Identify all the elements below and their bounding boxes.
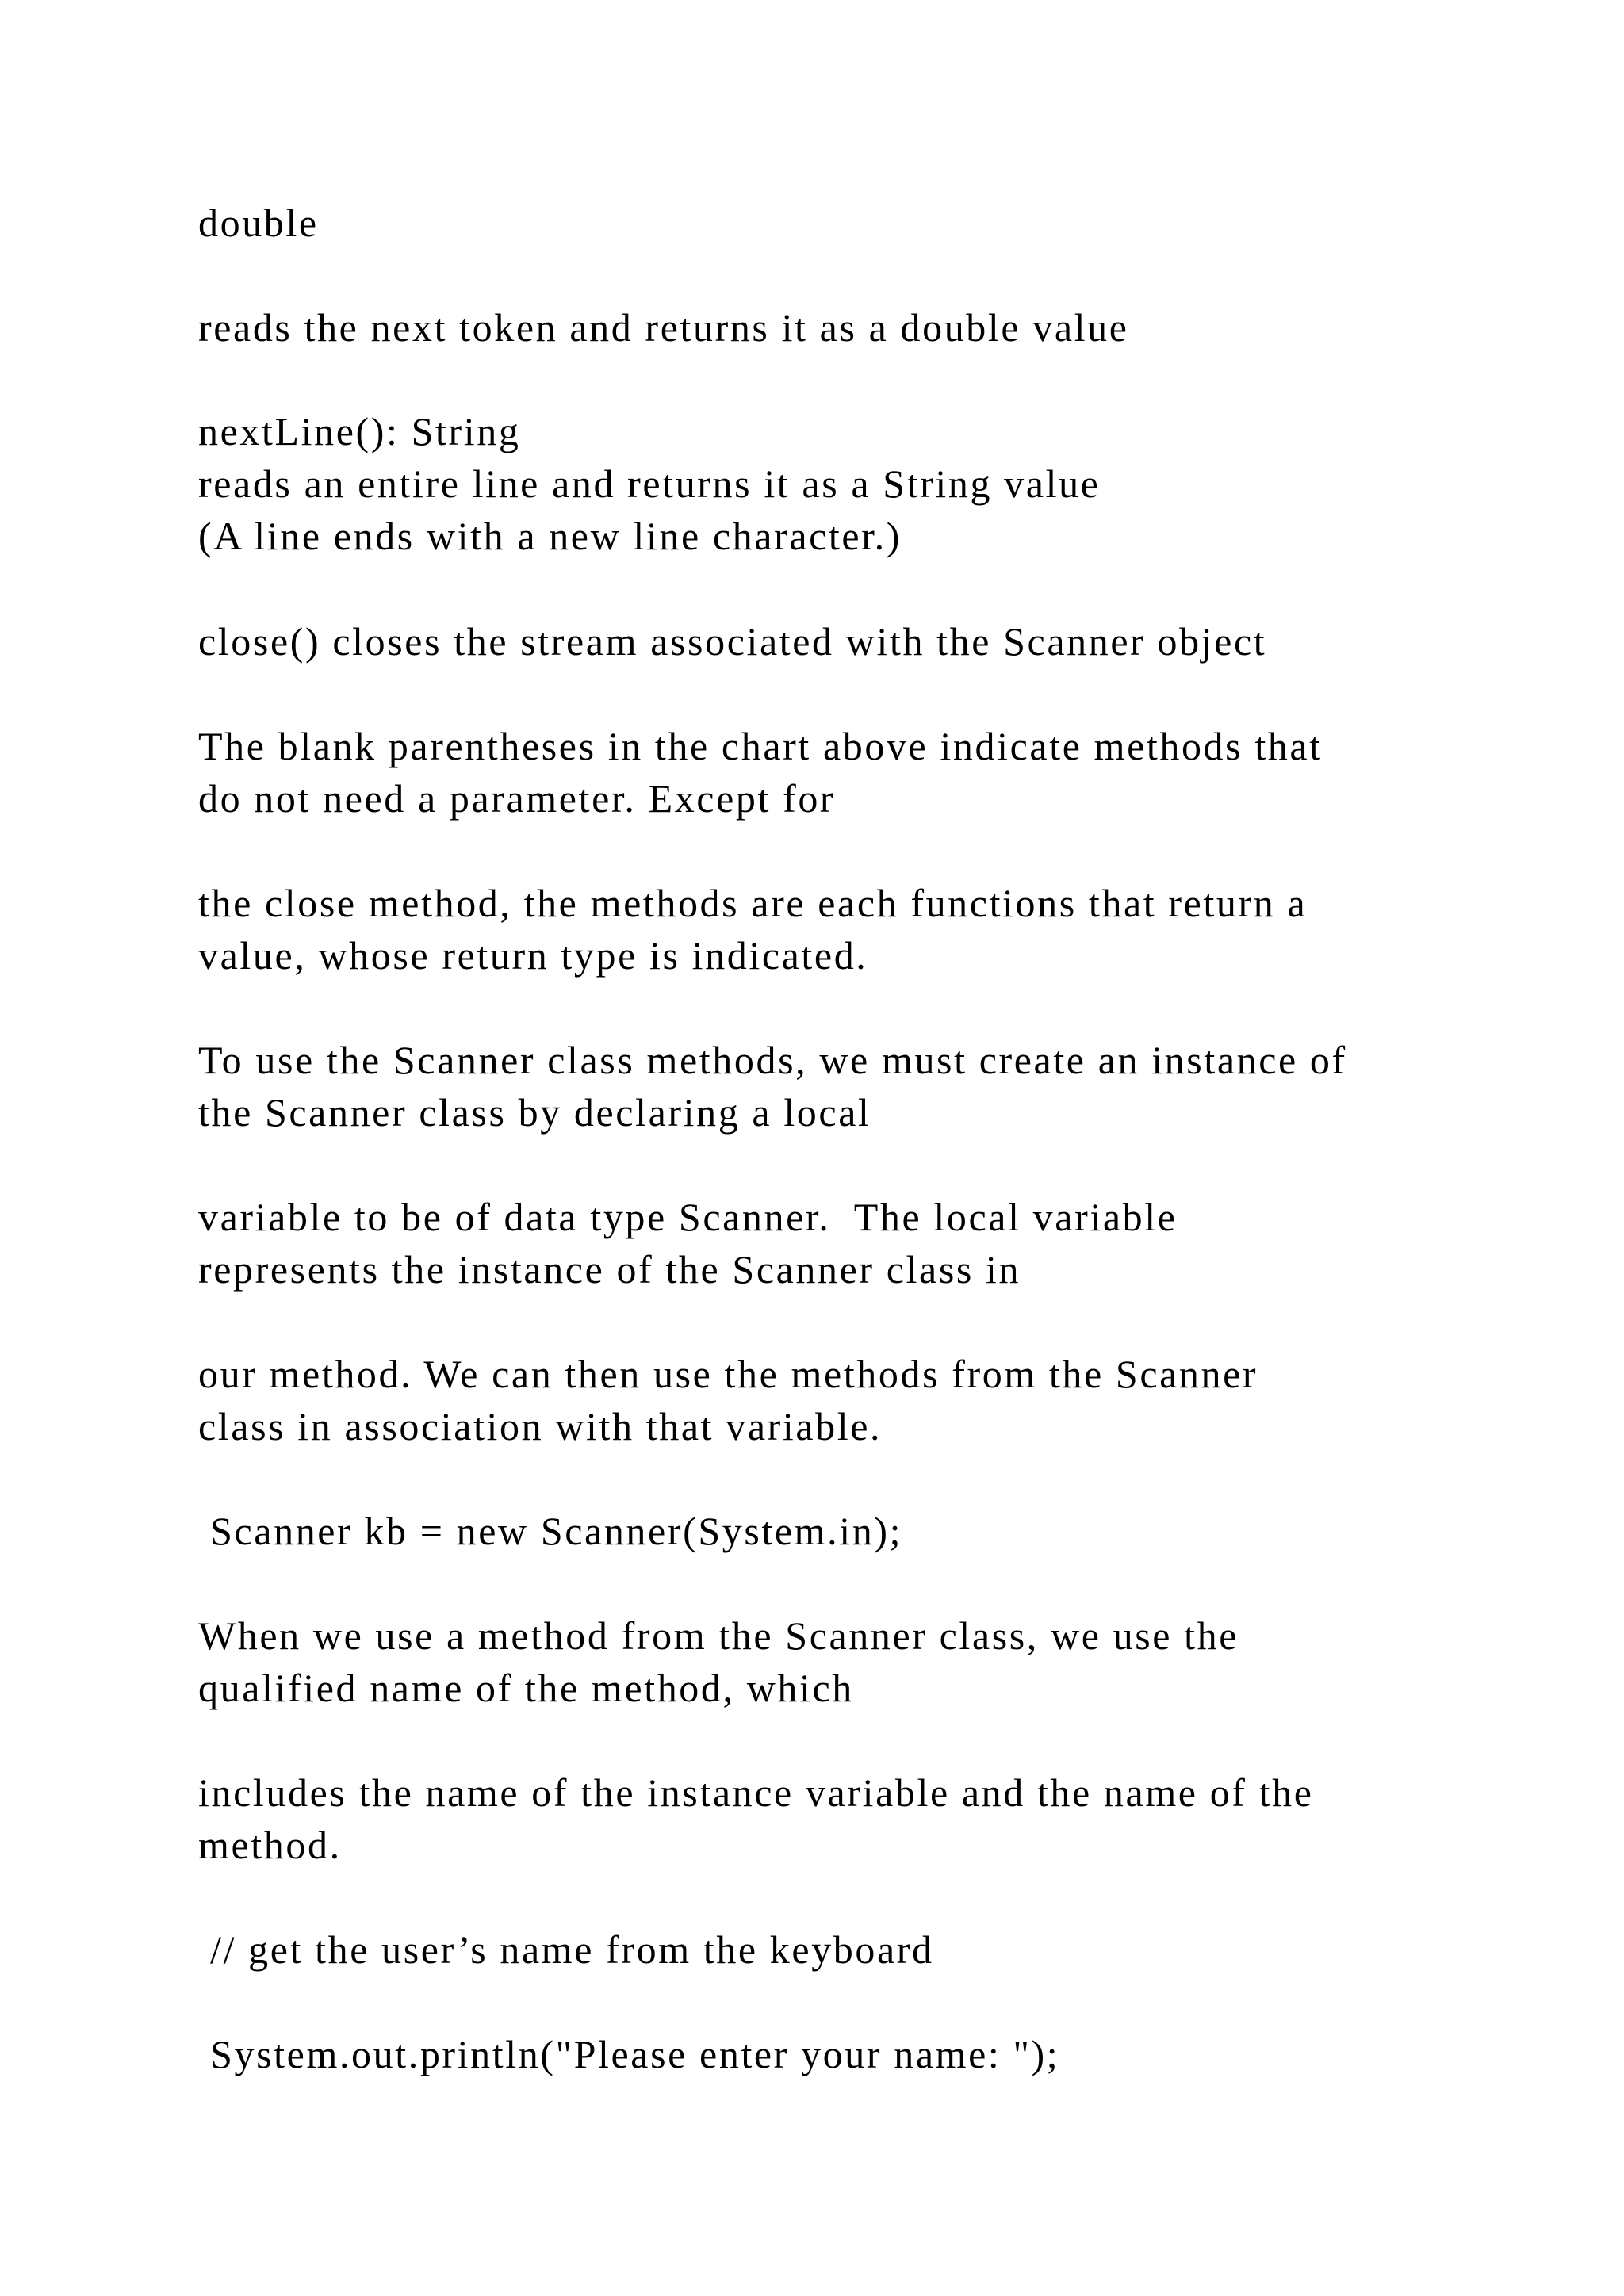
text-line: double xyxy=(198,201,319,245)
text-line: variable to be of data type Scanner. The local variable xyxy=(198,1195,1178,1239)
text-line: do not need a parameter. Except for xyxy=(198,776,836,821)
paragraph-our-method xyxy=(198,1348,1546,1452)
code-println xyxy=(198,2028,1546,2080)
text-line: qualified name of the method, which xyxy=(198,1666,854,1710)
text-line: class in association with that variable. xyxy=(198,1404,883,1448)
paragraph-instance-variable xyxy=(198,1766,1546,1871)
paragraph-close xyxy=(198,615,1546,668)
paragraph-double-description xyxy=(198,301,1546,354)
paragraph-blank-parentheses xyxy=(198,720,1546,825)
paragraph-local-variable xyxy=(198,1191,1546,1295)
text-line: nextLine(): String xyxy=(198,409,521,453)
code-line: Scanner kb = new Scanner(System.in); xyxy=(198,1509,903,1553)
code-line: System.out.println("Please enter your name: "); xyxy=(198,2032,1060,2076)
text-line: represents the instance of the Scanner class in xyxy=(198,1247,1021,1292)
text-line: close() closes the stream associated with the Scanner object xyxy=(198,619,1267,664)
text-line: When we use a method from the Scanner class, we use the xyxy=(198,1613,1239,1658)
paragraph-type-double xyxy=(198,197,1546,249)
text-line: the Scanner class by declaring a local xyxy=(198,1090,871,1135)
text-line: method. xyxy=(198,1823,342,1867)
code-comment xyxy=(198,1923,1546,1976)
text-line: (A line ends with a new line character.) xyxy=(198,514,902,558)
paragraph-close-method xyxy=(198,877,1546,982)
text-line: our method. We can then use the methods from the Scanner xyxy=(198,1352,1258,1396)
text-line: The blank parentheses in the chart above indicate methods that xyxy=(198,724,1323,768)
text-line: reads an entire line and returns it as a String value xyxy=(198,461,1101,506)
code-scanner-declaration xyxy=(198,1505,1546,1557)
code-line: // get the user’s name from the keyboard xyxy=(198,1927,934,1972)
text-line: value, whose return type is indicated. xyxy=(198,933,868,978)
text-line: reads the next token and returns it as a double value xyxy=(198,305,1129,350)
paragraph-qualified-name xyxy=(198,1609,1546,1714)
paragraph-scanner-instance xyxy=(198,1034,1546,1138)
paragraph-nextline xyxy=(198,405,1546,562)
text-line: includes the name of the instance variable and the name of the xyxy=(198,1770,1314,1815)
text-line: the close method, the methods are each functions that return a xyxy=(198,881,1308,925)
text-line: To use the Scanner class methods, we must create an instance of xyxy=(198,1038,1347,1082)
